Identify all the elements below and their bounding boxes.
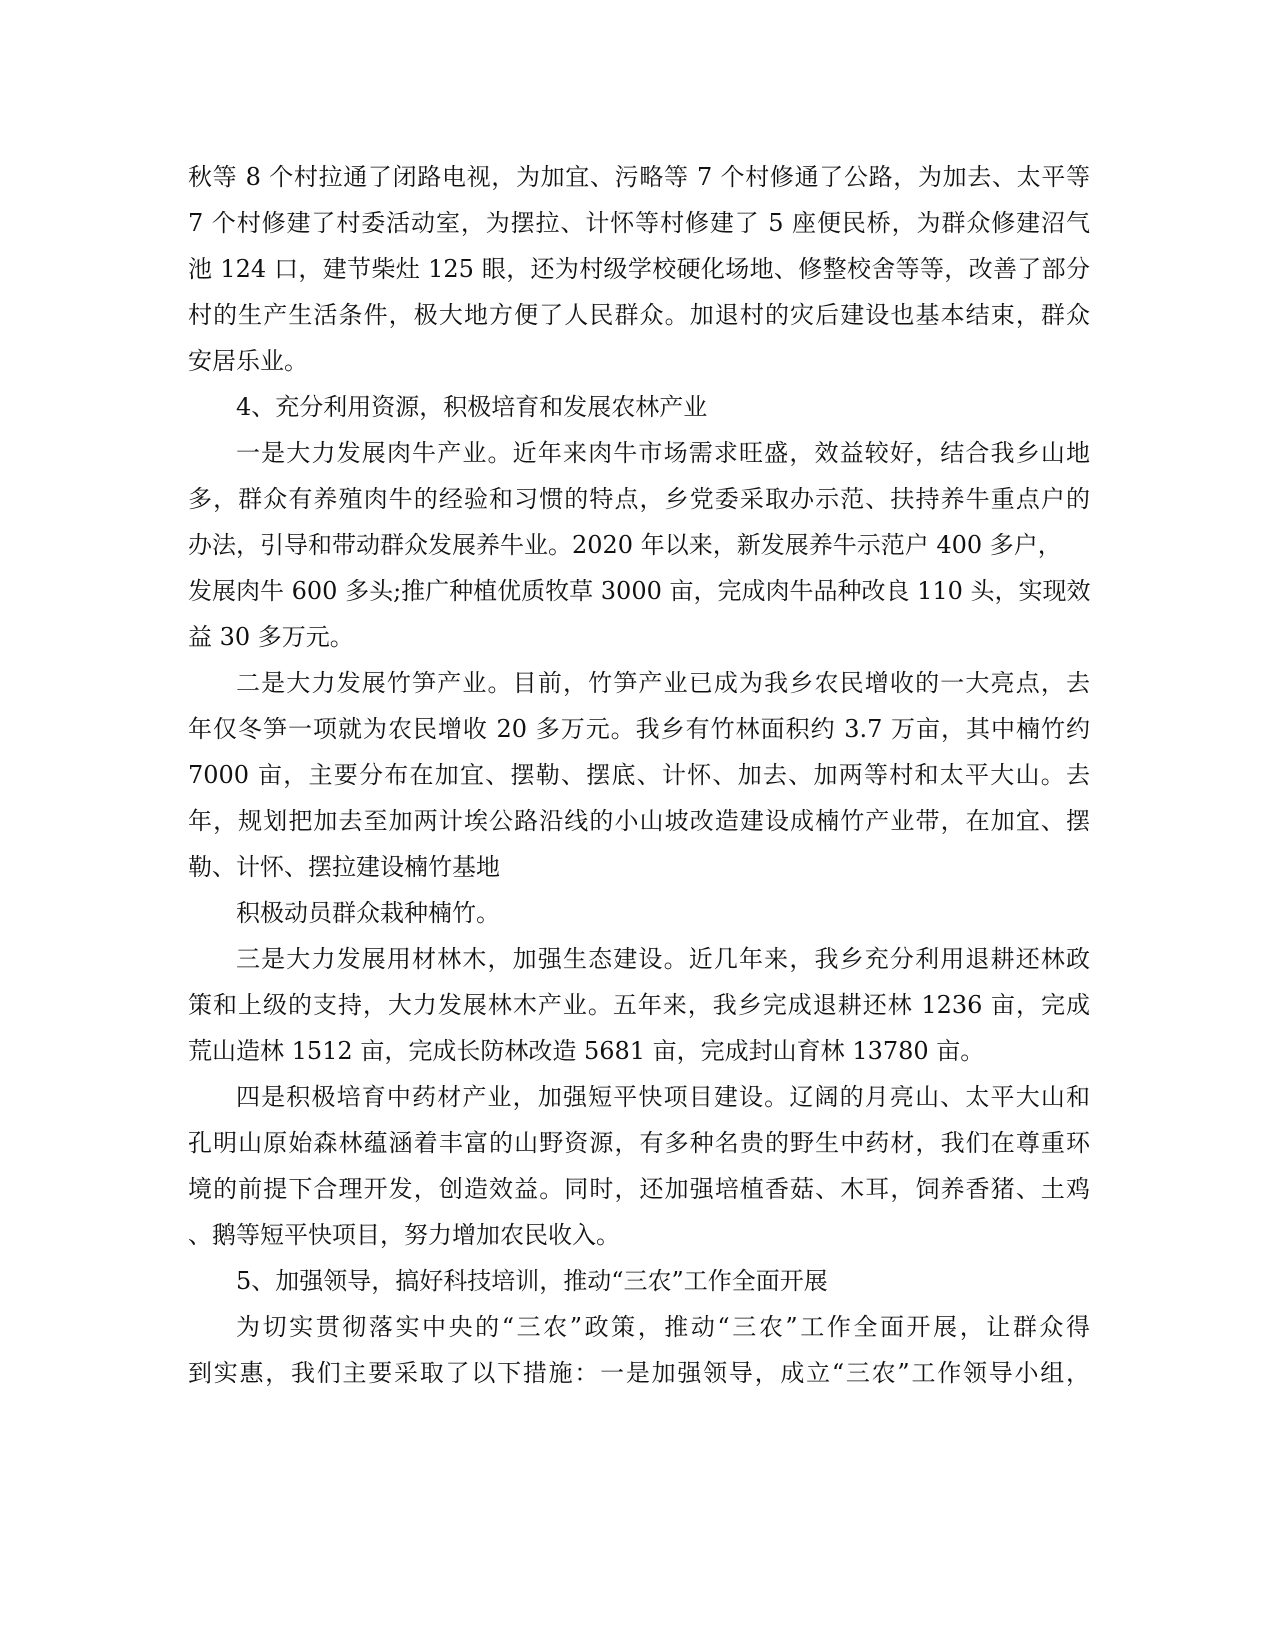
text-line: 、鹅等短平快项目，努力增加农民收入。 — [188, 1221, 620, 1249]
section-heading: 4、充分利用资源，积极培育和发展农林产业 — [236, 393, 708, 421]
text-line: 年仅冬笋一项就为农民增收 20 多万元。我乡有竹林面积约 3.7 万亩，其中楠竹约 — [188, 715, 1090, 743]
text-line: 7 个村修建了村委活动室，为摆拉、计怀等村修建了 5 座便民桥，为群众修建沼气 — [188, 209, 1090, 237]
text-line: 境的前提下合理开发，创造效益。同时，还加强培植香菇、木耳，饲养香猪、土鸡 — [188, 1175, 1090, 1203]
text-line: 勒、计怀、摆拉建设楠竹基地 — [188, 853, 500, 881]
text-line: 一是大力发展肉牛产业。近年来肉牛市场需求旺盛，效益较好，结合我乡山地 — [236, 439, 1090, 467]
text-line: 村的生产生活条件，极大地方便了人民群众。加退村的灾后建设也基本结束，群众 — [188, 301, 1090, 329]
text-line: 安居乐业。 — [188, 347, 308, 375]
text-line: 策和上级的支持，大力发展林木产业。五年来，我乡完成退耕还林 1236 亩，完成 — [188, 991, 1090, 1019]
text-line: 多，群众有养殖肉牛的经验和习惯的特点，乡党委采取办示范、扶持养牛重点户的 — [188, 485, 1090, 513]
text-line: 办法，引导和带动群众发展养牛业。2020 年以来，新发展养牛示范户 400 多户， — [188, 531, 1062, 559]
text-line: 到实惠，我们主要采取了以下措施：一是加强领导，成立“三农”工作领导小组， — [188, 1359, 1090, 1387]
text-line: 发展肉牛 600 多头;推广种植优质牧草 3000 亩，完成肉牛品种改良 110 头，实现效 — [188, 577, 1091, 605]
text-line: 益 30 多万元。 — [188, 623, 354, 651]
text-line: 四是积极培育中药材产业，加强短平快项目建设。辽阔的月亮山、太平大山和 — [236, 1083, 1090, 1111]
text-line: 年，规划把加去至加两计埃公路沿线的小山坡改造建设成楠竹产业带，在加宜、摆 — [188, 807, 1090, 835]
text-line: 7000 亩，主要分布在加宜、摆勒、摆底、计怀、加去、加两等村和太平大山。去 — [188, 761, 1090, 789]
text-line: 积极动员群众栽种楠竹。 — [236, 899, 500, 927]
text-line: 为切实贯彻落实中央的“三农”政策，推动“三农”工作全面开展，让群众得 — [236, 1313, 1090, 1341]
text-line: 二是大力发展竹笋产业。目前，竹笋产业已成为我乡农民增收的一大亮点，去 — [236, 669, 1090, 697]
text-line: 三是大力发展用材林木，加强生态建设。近几年来，我乡充分利用退耕还林政 — [236, 945, 1090, 973]
section-heading: 5、加强领导，搞好科技培训，推动“三农”工作全面开展 — [236, 1267, 828, 1295]
text-line: 荒山造林 1512 亩，完成长防林改造 5681 亩，完成封山育林 13780 亩。 — [188, 1037, 985, 1065]
text-line: 池 124 口，建节柴灶 125 眼，还为村级学校硬化场地、修整校舍等等，改善了部分 — [188, 255, 1090, 283]
text-line: 秋等 8 个村拉通了闭路电视，为加宜、污略等 7 个村修通了公路，为加去、太平等 — [188, 163, 1090, 191]
text-line: 孔明山原始森林蕴涵着丰富的山野资源，有多种名贵的野生中药材，我们在尊重环 — [188, 1129, 1090, 1157]
